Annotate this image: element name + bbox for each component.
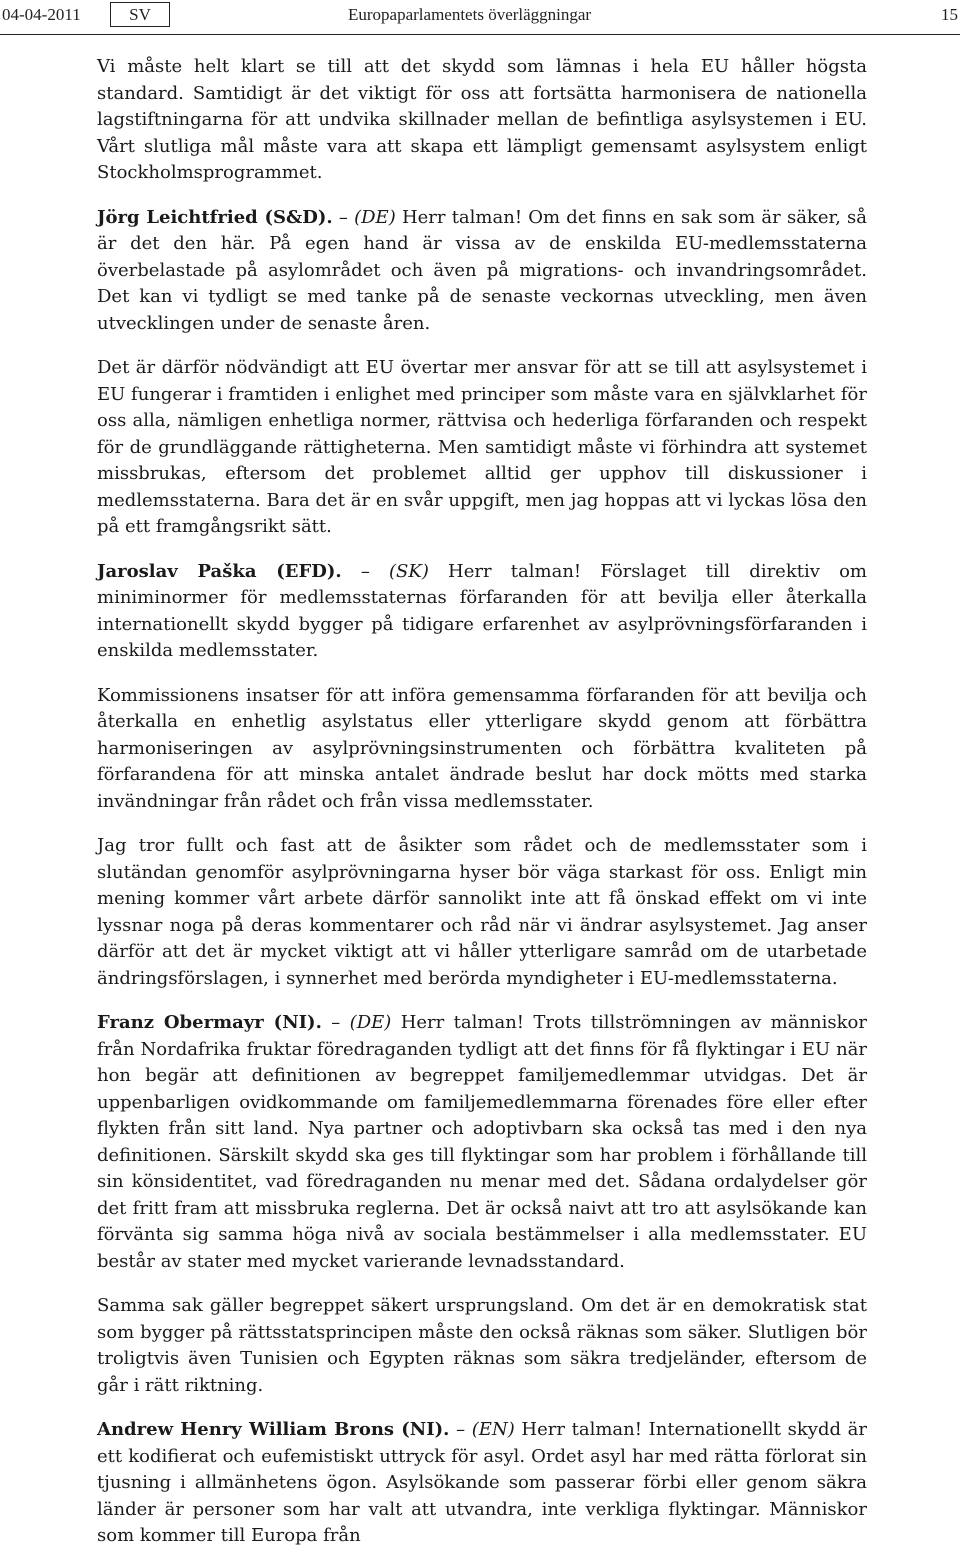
speech-paragraph: Franz Obermayr (NI). – (DE) Herr talman! Trots tillströmningen av människor från Nordafrika fruktar föredraganden tydligt att det finns för få flyktingar i EU när hon begär att definitionen av begreppet familjemedlemmar utvidgas. Det är uppenbarligen ovidkommande om familjemedlemmarna förenades före eller efter flykten från sitt land. Nya partner och adoptivbarn ska också tas med i den nya definitionen. Särskilt skydd ska ges till flyktingar som har problem i förhållande till sin könsidentitet, vad föredraganden nu menar med det. Sådana ordalydelser gör det fritt fram att missbruka reglerna. Det är också naivt att tro att asylsökande kan förvänta sig samma höga nivå av sociala bestämmelser i alla medlemsstater. EU består av stater med mycket varierande levnadsstandard. (97, 1012, 867, 1272)
language-code-box: SV (110, 2, 170, 27)
debate-text (97, 54, 867, 1568)
language-tag: (DE) (354, 206, 396, 228)
paragraph (97, 1293, 867, 1399)
paragraph-text: Kommissionens insatser för att införa gemensamma förfaranden för att bevilja och återkalla en enhetlig asylstatus eller ytterligare skydd genom att förbättra harmoniseringen av asylprövningsinstrumenten och förbättra kvaliteten på förfarandena för att minska antalet ändrade beslut har dock mötts med starka invändningar från rådet och från vissa medlemsstater. (97, 684, 867, 812)
speaker-name: Jörg Leichtfried (S&D). (97, 206, 333, 228)
speaker-name: Franz Obermayr (NI). (97, 1012, 322, 1033)
paragraph-text: Det är därför nödvändigt att EU övertar mer ansvar för att se till att asylsystemet i EU fungerar i framtiden i enlighet med principer som måste vara en självklarhet för oss alla, nämligen enhetliga normer, rättvisa och hederliga förfaranden och respekt för de grundläggande rättigheterna. Men samtidigt måste vi förhindra att systemet missbrukas, eftersom det problemet alltid ger upphov till diskussioner i medlemsstaterna. Bara det är en svår uppgift, men jag hoppas att vi lyckas lösa den på ett framgångsrikt sätt. (97, 357, 867, 537)
paragraph-text: Herr talman! Förslaget till direktiv om miniminormer för medlemsstaternas förfaranden för att bevilja eller återkalla internationellt skydd bygger på tidigare erfarenhet av asylprövningsförfaranden i enskilda medlemsstater. (97, 560, 867, 661)
paragraph-text: Jag tror fullt och fast att de åsikter som rådet och de medlemsstater som i slutändan genomför asylprövningarna hyser bör väga starkast för oss. Enligt min mening kommer vårt arbete därför sannolikt inte att få önskad effekt om vi inte lyssnar noga på deras kommentarer och råd när vi ändrar asylsystemet. Jag anser därför att det är mycket viktigt att vi håller ytterligare samråd om de utarbetade ändringsförslagen, i synnerhet med berörda myndigheter i EU-medlemsstaterna. (97, 835, 867, 989)
paragraph (97, 355, 867, 541)
paragraph (97, 683, 867, 816)
paragraph-text: Herr talman! Trots tillströmningen av människor från Nordafrika fruktar föredraganden tydligt att det finns för få flyktingar i EU när hon begär att definitionen av begreppet familjemedlemmar utvidgas. Det är uppenbarligen ovidkommande om familjemedlemmarna förenades före eller efter flykten från sitt land. Nya partner och adoptivbarn ska också tas med i den nya definitionen. Särskilt skydd ska ges till flyktingar som har problem i förhållande till sin könsidentitet, vad föredraganden nu menar med det. Sådana ordalydelser gör det fritt fram att missbruka reglerna. Det är också naivt att tro att asylsökande kan förvänta sig samma höga nivå av sociala bestämmelser i alla medlemsstater. EU består av stater med mycket varierande levnadsstandard. (97, 1012, 867, 1272)
language-tag: (DE) (349, 1012, 392, 1033)
publication-title: Europaparlamentets överläggningar (348, 5, 592, 24)
speaker-name: Andrew Henry William Brons (NI). (97, 1419, 450, 1440)
paragraph-text: Vi måste helt klart se till att det skydd som lämnas i hela EU håller högsta standard. Samtidigt är det viktigt för oss att fortsätta harmonisera de nationella lagstiftningarna för att undvika skillnader mellan de befintliga asylsystemen i EU. Vårt slutliga mål måste vara att skapa ett lämpligt gemensamt asylsystem enligt Stockholmsprogrammet. (97, 56, 867, 183)
page-header (0, 0, 960, 35)
language-tag: (SK) (389, 560, 429, 582)
header-date: 04-04-2011 (2, 5, 81, 24)
speech-paragraph: Andrew Henry William Brons (NI). – (EN) Herr talman! Internationellt skydd är ett kodifierat och eufemistiskt uttryck för asyl. Ordet asyl har med rätta förlorat sin tjusning i allmänhetens ögon. Asylsökande som passerar förbi eller genom säkra länder är personer som har valt att utvandra, inte verkliga flyktingar. Människor som kommer till Europa från (97, 1419, 867, 1546)
speech-paragraph: Jaroslav Paška (EFD). – (SK) Herr talman! Förslaget till direktiv om miniminormer för medlemsstaternas förfaranden för att bevilja eller återkalla internationellt skydd bygger på tidigare erfarenhet av asylprövningsförfaranden i enskilda medlemsstater. (97, 560, 867, 661)
paragraph-text: Herr talman! Internationellt skydd är ett kodifierat och eufemistiskt uttryck för asyl. Ordet asyl har med rätta förlorat sin tjusning i allmänhetens ögon. Asylsökande som passerar förbi eller genom säkra länder är personer som har valt att utvandra, inte verkliga flyktingar. Människor som kommer till Europa från (97, 1419, 867, 1546)
paragraph (97, 54, 867, 187)
page-number: 15 (941, 5, 958, 24)
paragraph-text: Herr talman! Om det finns en sak som är säker, så är det den här. På egen hand är vissa av de enskilda EU-medlemsstaterna överbelastade på asylområdet och även på migrations- och invandringsområdet. Det kan vi tydligt se med tanke på de senaste veckornas utveckling, men även utvecklingen under de senaste åren. (97, 206, 868, 334)
speech-paragraph: Jörg Leichtfried (S&D). – (DE) Herr talman! Om det finns en sak som är säker, så är det den här. På egen hand är vissa av de enskilda EU-medlemsstaterna överbelastade på asylområdet och även på migrations- och invandringsområdet. Det kan vi tydligt se med tanke på de senaste veckornas utveckling, men även utvecklingen under de senaste åren. (97, 206, 868, 334)
language-tag: (EN) (471, 1419, 515, 1440)
paragraph (97, 833, 867, 992)
paragraph-text: Samma sak gäller begreppet säkert ursprungsland. Om det är en demokratisk stat som bygger på rättsstatsprincipen måste den också räknas som säker. Slutligen bör troligtvis även Tunisien och Egypten räknas som säkra tredjeländer, eftersom de går i rätt riktning. (97, 1295, 867, 1396)
speaker-name: Jaroslav Paška (EFD). (97, 560, 342, 582)
